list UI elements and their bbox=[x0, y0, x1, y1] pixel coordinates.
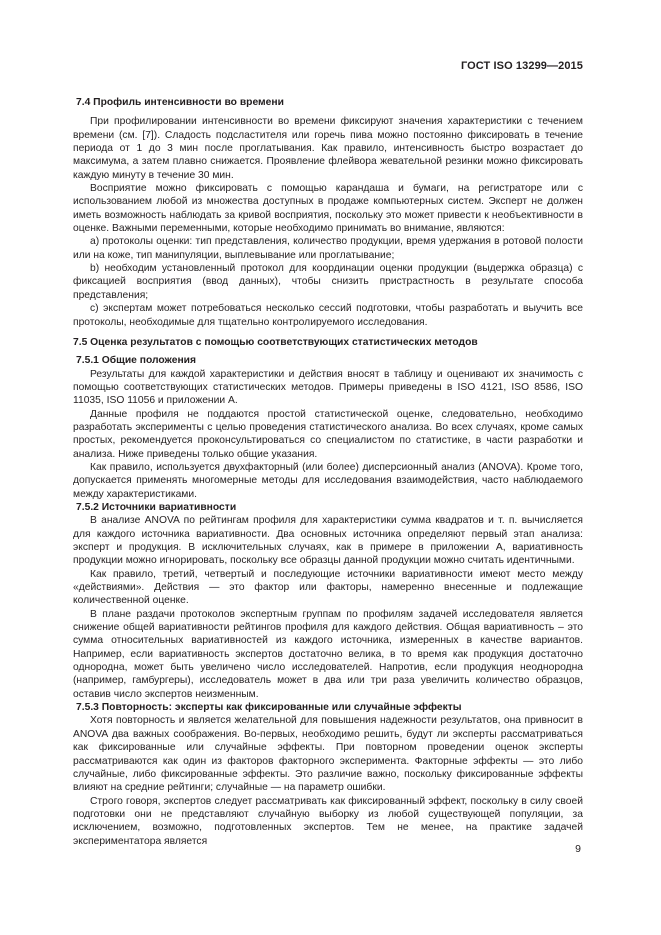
paragraph: Как правило, используется двухфакторный (или более) дисперсионный анализ (ANOVA). Кроме того, допускается применять многомерные методы для исследования взаимодействия, часто наблюдаемого между характеристиками. bbox=[73, 461, 583, 500]
paragraph: В плане раздачи протоколов экспертным группам по профилям задачей исследователя является снижение общей вариативности рейтингов профиля для каждого действия. Общая вариативность – это сумма относительных вариативностей из каждого источника, измеренных в качестве вариантов. Например, если вариативность экспертов достаточно велика, в то время как продукция достаточно однородна, может быть увеличено число исследователей. Напротив, если продукция неоднородна (например, гамбургеры), исследователь может в два или три раза увеличить количество образцов, оставив число экспертов неизменным. bbox=[73, 608, 583, 700]
section-7-5-2-title: 7.5.2 Источники вариативности bbox=[76, 501, 237, 513]
paragraph: Строго говоря, экспертов следует рассматривать как фиксированный эффект, поскольку в силу своей подготовки они не представляют случайную выборку из любой существующей популяции, за исключением, возможно, подготовленных экспертов. Тем не менее, на практике задачей экспериментатора является bbox=[73, 795, 583, 847]
paragraph: Как правило, третий, четвертый и последующие источники вариативности имеют место между «действиями». Действия — это фактор или факторы, намеренно внесенные и подлежащие количественной оценке. bbox=[73, 568, 583, 607]
list-item-a: a) протоколы оценки: тип представления, количество продукции, время удержания в ротовой полости или на коже, тип манипуляции, выплевывание или проглатывание; bbox=[73, 236, 583, 261]
list-item-b: b) необходим установленный протокол для координации оценки продукции (выдержка образца) с фиксацией восприятия (ввод данных), чтобы снизить пристрастность в результате способа представления; bbox=[73, 263, 583, 301]
section-7-5-3-title: 7.5.3 Повторность: эксперты как фиксированные или случайные эффекты bbox=[76, 702, 462, 714]
page-number: 9 bbox=[575, 843, 581, 855]
list-item-c: c) экспертам может потребоваться несколько сессий подготовки, чтобы разработать и выучить все протоколы, необходимые для тщательно контролируемого исследования. bbox=[73, 303, 583, 328]
paragraph: Восприятие можно фиксировать с помощью карандаша и бумаги, на регистраторе или с использованием любой из множества доступных в продаже компьютерных систем. Эксперт не должен иметь возможность наблюдать за кривой восприятия, поскольку это может привести к необъективности в оценке. Важными переменными, которые необходимо принимать во внимание, являются: bbox=[73, 183, 583, 235]
paragraph: Хотя повторность и является желательной для повышения надежности результатов, она привносит в ANOVA два важных соображения. Во-первых, необходимо решить, будут ли эксперты рассматриваться как фиксированные или случайные эффекты. При повторном проведении оценок эксперты рассматриваются как один из факторов факторного эксперимента. Факторные эффекты — это либо случайные, либо фиксированные эффекты. Это различие важно, поскольку фиксированные эффекты влияют на средние рейтинги; случайные — на параметр ошибки. bbox=[73, 715, 583, 794]
paragraph: В анализе ANOVA по рейтингам профиля для характеристики сумма квадратов и т. п. вычисляется для каждого источника вариативности. Два основных источника определяют первый этап анализа: эксперт и продукция. В исключительных случаях, как в примере в приложении А, вариативность продукции можно игнорировать, поскольку все образцы данной продукции можно считать идентичными. bbox=[73, 515, 583, 567]
paragraph: При профилировании интенсивности во времени фиксируют значения характеристики с течением времени (см. [7]). Сладость подсластителя или горечь пива можно постоянно фиксировать в течение периода от 1 до 3 мин после проглатывания. Как правило, интенсивность быстро возрастает до максимума, а затем плавно снижается. Проявление флейвора жевательной резинки можно фиксировать каждую минуту в течение 30 мин. bbox=[73, 116, 583, 181]
section-7-4-title: 7.4 Профиль интенсивности во времени bbox=[76, 97, 284, 108]
section-7-5-1-title: 7.5.1 Общие положения bbox=[76, 355, 196, 367]
paragraph: Результаты для каждой характеристики и действия вносят в таблицу и оценивают их значимость с помощью соответствующих статистических методов. Примеры приведены в ISO 4121, ISO 8586, ISO 11035, ISO 11056 и приложении А. bbox=[73, 368, 583, 407]
section-7-5-title: 7.5 Оценка результатов с помощью соответствующих статистических методов bbox=[73, 336, 478, 348]
page-body bbox=[73, 94, 583, 848]
page-header-doc-code: ГОСТ ISO 13299—2015 bbox=[460, 60, 583, 72]
paragraph: Данные профиля не поддаются простой статистической оценке, следовательно, необходимо разработать эксперименты с целью проведения статистического анализа. Во всех случаях, кроме самых простых, рекомендуется проконсультироваться со специалистом по статистике, в части разработки и анализа. Ниже приведены только общие указания. bbox=[73, 408, 583, 460]
